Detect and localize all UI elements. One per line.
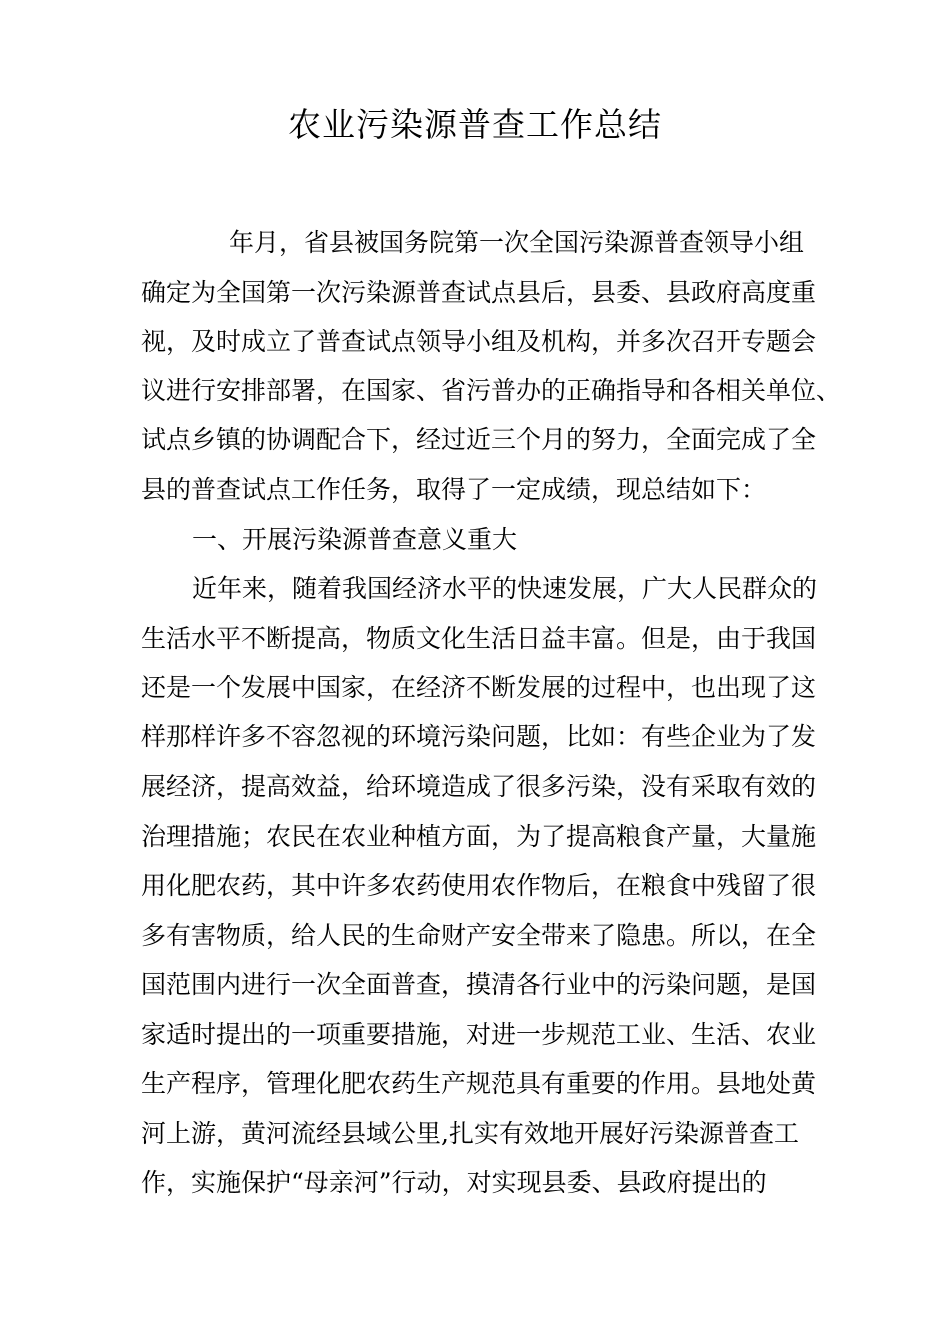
paragraph-line: 展经济，提高效益，给环境造成了很多污染，没有采取有效的 [141, 772, 817, 801]
paragraph-line: 河上游，黄河流经县域公里,扎实有效地开展好污染源普查工 [141, 1119, 799, 1148]
paragraph-line: 生活水平不断提高，物质文化生活日益丰富。但是，由于我国 [141, 624, 817, 653]
document-title: 农业污染源普查工作总结 [288, 105, 662, 144]
paragraph-line: 国范围内进行一次全面普查，摸清各行业中的污染问题，是国 [141, 970, 817, 999]
paragraph-line: 作，实施保护“母亲河”行动，对实现县委、县政府提出的 [141, 1168, 767, 1197]
paragraph-line: 治理措施；农民在农业种植方面，为了提高粮食产量，大量施 [141, 822, 817, 851]
paragraph-line: 县的普查试点工作任务，取得了一定成绩，现总结如下： [141, 475, 767, 504]
paragraph-line: 家适时提出的一项重要措施，对进一步规范工业、生活、农业 [141, 1020, 817, 1049]
paragraph-line: 还是一个发展中国家，在经济不断发展的过程中，也出现了这 [141, 673, 817, 702]
paragraph-line: 试点乡镇的协调配合下，经过近三个月的努力，全面完成了全 [141, 425, 817, 454]
paragraph-line: 生产程序，管理化肥农药生产规范具有重要的作用。县地处黄 [141, 1069, 817, 1098]
paragraph-line: 议进行安排部署，在国家、省污普办的正确指导和各相关单位、 [141, 376, 842, 405]
paragraph-line: 近年来，随着我国经济水平的快速发展，广大人民群众的 [192, 574, 818, 603]
paragraph-line: 年月，省县被国务院第一次全国污染源普查领导小组 [229, 228, 805, 257]
paragraph-line: 视，及时成立了普查试点领导小组及机构，并多次召开专题会 [141, 327, 817, 356]
paragraph-line: 用化肥农药，其中许多农药使用农作物后，在粮食中残留了很 [141, 871, 817, 900]
paragraph-line: 多有害物质，给人民的生命财产安全带来了隐患。所以，在全 [141, 921, 817, 950]
paragraph-line: 样那样许多不容忽视的环境污染问题，比如：有些企业为了发 [141, 722, 817, 751]
section-heading: 一、开展污染源普查意义重大 [192, 525, 518, 554]
paragraph-line: 确定为全国第一次污染源普查试点县后，县委、县政府高度重 [141, 278, 817, 307]
